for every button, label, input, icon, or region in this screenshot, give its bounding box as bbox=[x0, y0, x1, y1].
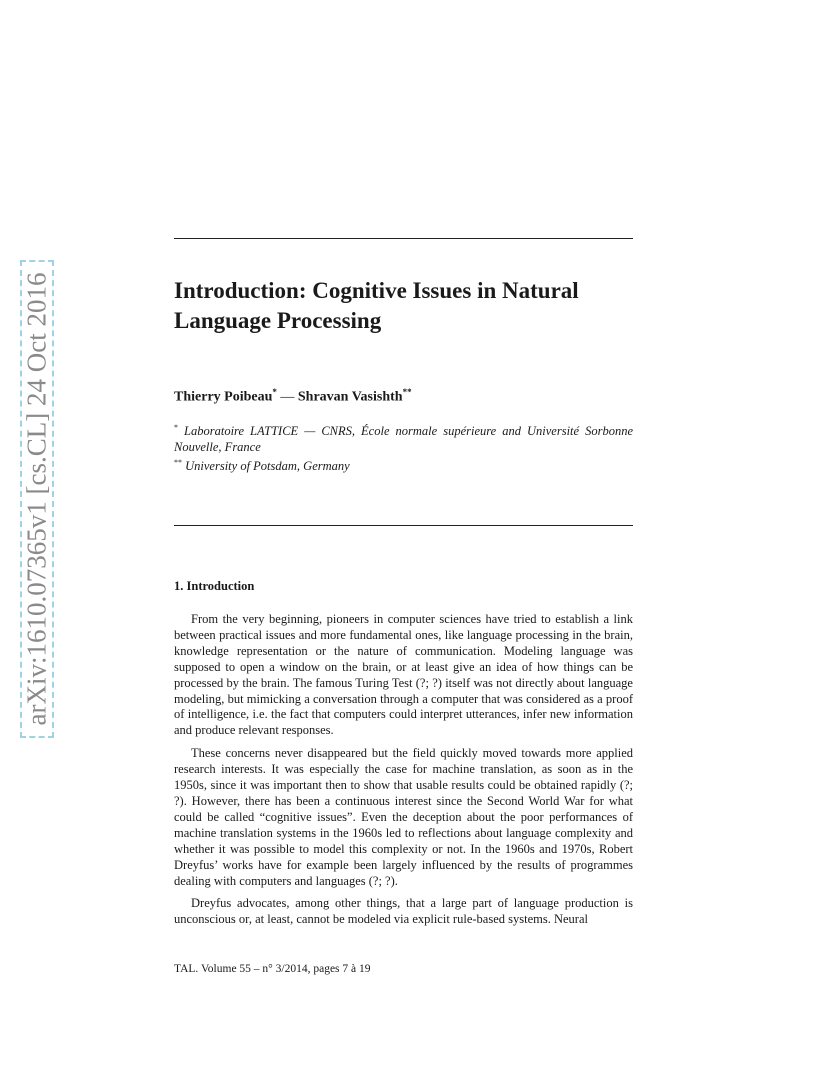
affiliation-2 bbox=[174, 455, 633, 474]
author-line bbox=[174, 387, 412, 406]
affiliation-1-text: Laboratoire LATTICE — CNRS, École normale supérieure and Université Sorbonne Nouvelle, France bbox=[174, 424, 633, 455]
author-2: Shravan Vasishth bbox=[297, 389, 403, 405]
section-body bbox=[174, 612, 633, 935]
affiliation-1 bbox=[174, 420, 633, 455]
paragraph-1: From the very beginning, pioneers in computer sciences have tried to establish a link between practical issues and more fundamental ones, like language processing in the brain, knowledge representation or the nature of communication. Modeling language was supposed to open a window on the brain, or at least give an idea of how things can be processed by the brain. The famous Turing Test (?; ?) itself was not directly about language modeling, but mimicking a conversation through a computer that was considered as a proof of intelligence, i.e. the fact that computers could interpret utterances, infer new information and produce relevant responses. bbox=[174, 612, 633, 738]
title-line-1: Introduction: Cognitive Issues in Natural bbox=[174, 278, 579, 303]
author-2-mark: ** bbox=[402, 387, 412, 397]
page-footer: TAL. Volume 55 – n° 3/2014, pages 7 à 19 bbox=[174, 963, 371, 975]
paragraph-3: Dreyfus advocates, among other things, that a large part of language production is unconscious or, at least, cannot be modeled via explicit rule-based systems. Neural bbox=[174, 896, 633, 927]
affiliation-2-mark: ** bbox=[174, 458, 182, 468]
paragraph-2: These concerns never disappeared but the field quickly moved towards more applied research interests. It was especially the case for machine translation, as soon as in the 1950s, since it was important then to show that usable results could be obtained rapidly (?; ?). However, there has been a continuous interest since the Second World War for what could be called “cognitive issues”. Even the deception about the poor performances of machine translation systems in the 1960s led to reflections about language complexity and whether it was possible to model this complexity or not. In the 1960s and 1970s, Robert Dreyfus’ works have for example been largely influenced by the results of programmes dealing with computers and languages (?; ?). bbox=[174, 746, 633, 888]
section-heading: 1. Introduction bbox=[174, 579, 255, 593]
top-rule bbox=[174, 238, 633, 239]
bottom-rule bbox=[174, 525, 633, 526]
paper-title bbox=[174, 276, 644, 336]
arxiv-stamp-text: arXiv:1610.07365v1 [cs.CL] 24 Oct 2016 bbox=[21, 272, 52, 726]
title-line-2: Language Processing bbox=[174, 308, 382, 333]
author-separator: — bbox=[276, 389, 298, 405]
affiliation-1-mark: * bbox=[174, 423, 178, 432]
affiliations bbox=[174, 420, 633, 474]
affiliation-2-text: University of Potsdam, Germany bbox=[185, 459, 350, 474]
arxiv-stamp bbox=[20, 260, 54, 738]
author-1-mark: * bbox=[272, 387, 277, 397]
author-1: Thierry Poibeau bbox=[174, 389, 273, 405]
